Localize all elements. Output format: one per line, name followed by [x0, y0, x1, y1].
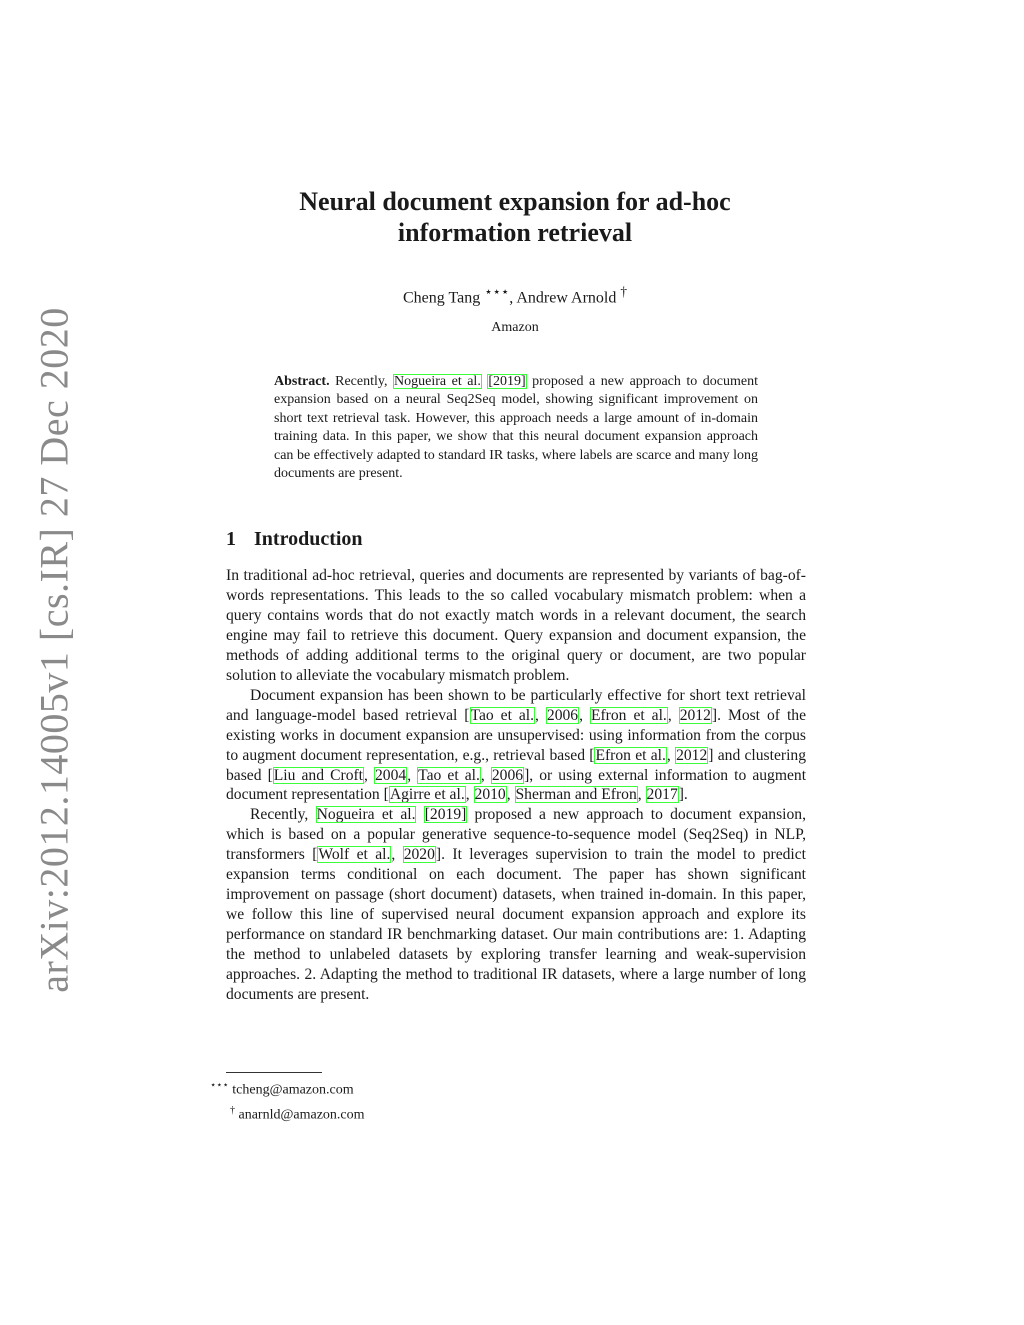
section-heading	[226, 528, 363, 551]
author-separator: ,	[509, 289, 517, 307]
citation-separator	[416, 806, 423, 823]
citation-separator: ,	[391, 846, 403, 864]
footnote-mark: ⋆⋆⋆	[210, 1080, 229, 1091]
citation-link[interactable]: 2017	[646, 786, 678, 804]
author-list	[250, 284, 780, 307]
citation-link[interactable]: Efron et al.	[595, 746, 666, 764]
citation-separator: ,	[506, 786, 515, 804]
citation-link[interactable]: 2012	[676, 746, 708, 764]
paragraph-text: ].	[678, 786, 688, 804]
citation-link[interactable]: Nogueira et al.	[316, 806, 416, 824]
paragraph: In traditional ad-hoc retrieval, queries and documents are represented by variants of bag-of-words representations. This leads to the so called vocabulary mismatch problem: when a query contains words that do not exactly match words in a relevant document, the search engine may fail to retrieve this document. Query expansion and document expansion, the methods of adding additional terms to the original query or document, are two popular solution to alleviate the vocabulary mismatch problem.	[226, 567, 806, 684]
footnote-email: anarnld@amazon.com	[235, 1107, 365, 1123]
title-line-2: information retrieval	[397, 218, 633, 247]
citation-link[interactable]: 2006	[546, 706, 579, 724]
abstract-label: Abstract.	[274, 374, 330, 389]
citation-link[interactable]: 2006	[491, 766, 524, 784]
citation-link[interactable]: Liu and Croft	[273, 766, 364, 784]
paragraph-text: ]. It leverages supervision to train the model to predict expansion terms conditional on each document. The paper has shown significant improvement on passage (short document) datasets, when trained in-domain. In this paper, we follow this line of supervised neural document expansion approach and explore its performance on standard IR benchmarking dataset. Our main contributions are: 1. Adapting the method to unlabeled datasets by exploring transfer learning and weak-supervision approaches. 2. Adapting the method to traditional IR datasets, where a large number of long documents are present.	[226, 846, 807, 1004]
footnote-email: tcheng@amazon.com	[228, 1082, 354, 1098]
footnote	[210, 1076, 365, 1101]
citation-separator: ,	[667, 706, 679, 724]
footnote-rule	[226, 1072, 322, 1073]
affiliation: Amazon	[491, 320, 539, 335]
citation-link[interactable]: 2012	[679, 706, 711, 724]
paper-title	[250, 186, 780, 248]
citation-separator: ,	[666, 746, 676, 764]
paragraph-text: ], or using external information to augment document representation [	[226, 766, 807, 804]
citation-link[interactable]: 2004	[375, 766, 407, 784]
citation-separator: ,	[480, 766, 491, 784]
arxiv-side-stamp: arXiv:2012.14005v1 [cs.IR] 27 Dec 2020	[31, 307, 77, 993]
author-mark: ⋆⋆⋆	[484, 284, 510, 299]
paragraph	[226, 805, 806, 1005]
citation-link[interactable]: Nogueira et al.	[394, 374, 481, 389]
paragraph-text: ]. Most of the existing works in document expansion are unsupervised: using information from the corpus to augment document representation, e.g., retrieval based [	[226, 706, 807, 764]
citation-separator: ,	[579, 706, 590, 724]
abstract-text: proposed a new approach to document expansion based on a neural Seq2Seq model, showing significant improvement on short text retrieval task. However, this approach needs a large amount of in-domain training data. In this paper, we show that this neural document expansion approach can be effectively adapted to standard IR tasks, where labels are scarce and many long documents are present.	[274, 374, 759, 482]
author-name: Andrew Arnold	[516, 289, 617, 307]
citation-separator: ,	[465, 786, 474, 804]
footnote-mark: †	[230, 1104, 235, 1116]
paragraph-text: proposed a new approach to document expansion, which is based on a popular generative sequence-to-sequence model (Seq2Seq) in NLP, transformers [	[226, 806, 806, 864]
author-mark: †	[620, 284, 628, 299]
introduction-body	[226, 566, 806, 1005]
abstract-text: Recently,	[329, 374, 393, 389]
paragraph-text: ] and clustering based [	[226, 746, 806, 784]
citation-link[interactable]: Agirre et al.	[389, 786, 465, 804]
citation-separator: ,	[407, 766, 418, 784]
paragraph	[226, 686, 806, 806]
citation-link[interactable]: Sherman and Efron	[515, 786, 637, 804]
abstract	[274, 373, 758, 483]
citation-link[interactable]: Tao et al.	[470, 706, 535, 724]
citation-separator: ,	[364, 766, 374, 784]
paragraph-text: Recently,	[250, 806, 316, 824]
section-number: 1	[226, 528, 236, 550]
title-line-1: Neural document expansion for ad-hoc	[299, 187, 731, 216]
section-title: Introduction	[254, 528, 363, 550]
citation-link[interactable]: Efron et al.	[590, 706, 667, 724]
footnote	[210, 1101, 365, 1126]
paragraph-text: Document expansion has been shown to be particularly effective for short text retrieval and language-model based retrieval [	[226, 686, 806, 724]
citation-link[interactable]: 2020	[403, 846, 435, 864]
citation-separator: ,	[637, 786, 646, 804]
citation-link[interactable]: 2010	[474, 786, 506, 804]
author-name: Cheng Tang	[402, 289, 481, 307]
citation-link[interactable]: Tao et al.	[418, 766, 480, 784]
citation-link[interactable]: Wolf et al.	[318, 846, 391, 864]
footnotes	[210, 1076, 365, 1125]
citation-separator: ,	[535, 706, 546, 724]
citation-link[interactable]: [2019]	[488, 374, 526, 389]
citation-link[interactable]: [2019]	[424, 806, 467, 824]
